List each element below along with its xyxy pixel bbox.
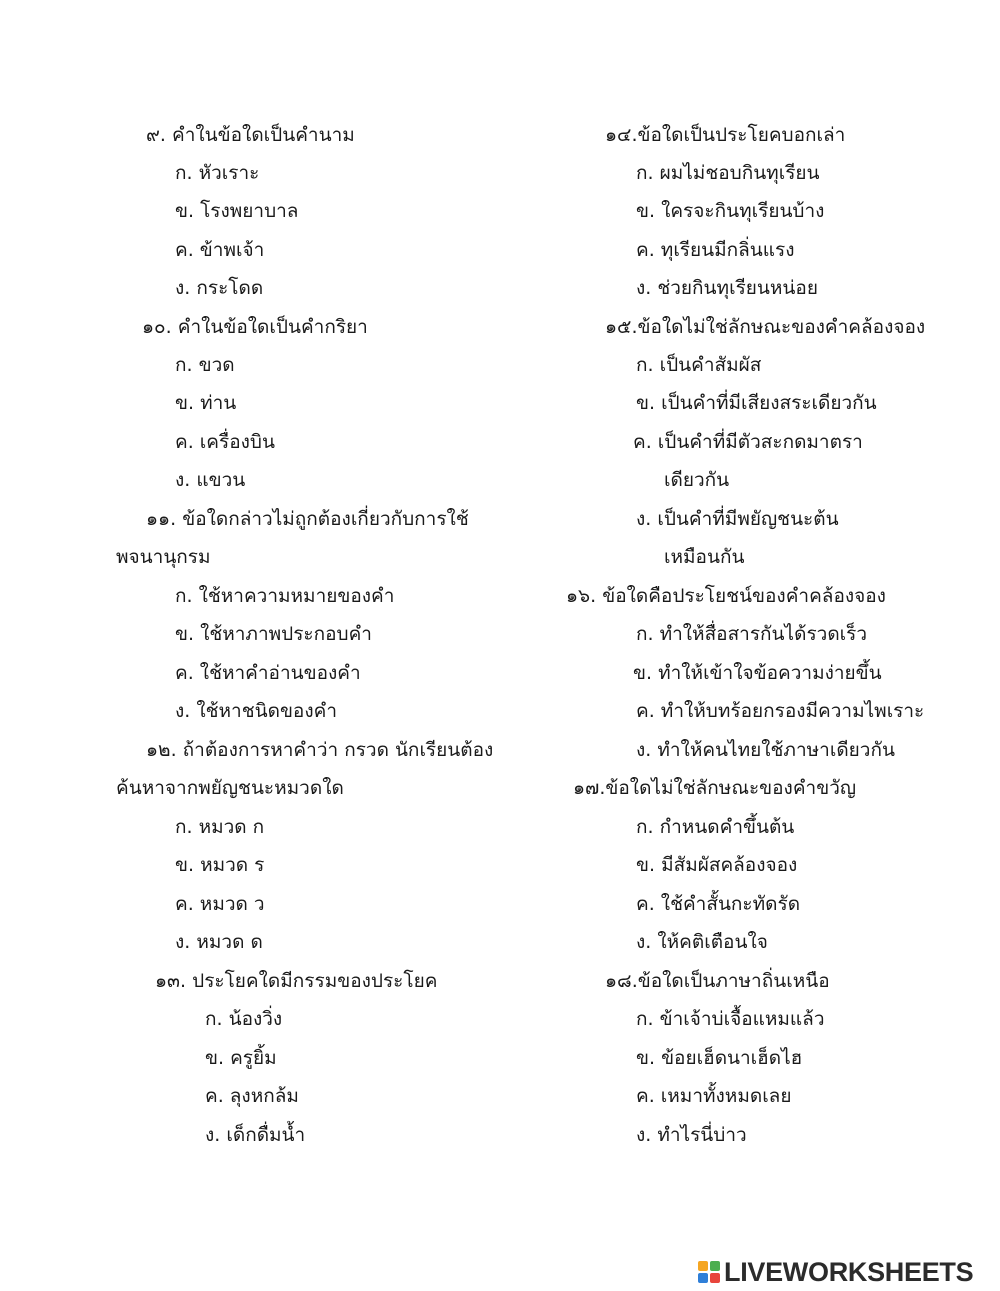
question-text: ๑๕.ข้อใดไม่ใช่ลักษณะของคำคล้องจอง	[605, 316, 926, 338]
liveworksheets-brand[interactable]	[698, 1254, 973, 1290]
answer-option: ข. ใช้หาภาพประกอบคำ	[175, 623, 372, 645]
answer-option: ง. เป็นคำที่มีพยัญชนะต้น	[636, 508, 839, 530]
question-text: ๑๔.ข้อใดเป็นประโยคบอกเล่า	[605, 124, 846, 146]
question-text: ๑๗.ข้อใดไม่ใช่ลักษณะของคำขวัญ	[573, 777, 857, 799]
answer-option: ข. เป็นคำที่มีเสียงสระเดียวกัน	[636, 392, 877, 414]
answer-option: ข. ข้อยเฮ็ดนาเฮ็ดไฮ	[636, 1047, 803, 1069]
answer-option: ข. มีสัมผัสคล้องจอง	[636, 854, 798, 876]
answer-option: ก. ทำให้สื่อสารกันได้รวดเร็ว	[636, 623, 868, 645]
answer-option: ก. ขวด	[175, 354, 235, 376]
brand-name: LIVEWORKSHEETS	[724, 1256, 974, 1287]
question-text: ๑๒. ถ้าต้องการหาคำว่า กรวด นักเรียนต้อง	[146, 739, 494, 761]
answer-option: ง. ช่วยกินทุเรียนหน่อย	[636, 277, 818, 299]
answer-option: ง. ทำไรนี่บ่าว	[636, 1124, 747, 1146]
logo-tile-red	[710, 1273, 720, 1283]
answer-option: ง. เด็กดื่มน้ำ	[205, 1124, 306, 1146]
answer-option: ง. หมวด ด	[175, 931, 263, 953]
answer-option: ก. หัวเราะ	[175, 162, 260, 184]
answer-option: ก. ใช้หาความหมายของคำ	[175, 585, 395, 607]
answer-option: ค. เป็นคำที่มีตัวสะกดมาตรา	[633, 431, 863, 453]
answer-option: ก. หมวด ก	[175, 816, 265, 838]
answer-option: ค. เครื่องบิน	[175, 431, 275, 453]
question-text: ๑๓. ประโยคใดมีกรรมของประโยค	[155, 970, 438, 992]
answer-option: ก. น้องวิ่ง	[205, 1008, 283, 1030]
answer-option: ก. ข้าเจ้าบ่เจื้อแหมแล้ว	[636, 1008, 825, 1030]
answer-option: ค. หมวด ว	[175, 893, 265, 915]
question-text: ๑๑. ข้อใดกล่าวไม่ถูกต้องเกี่ยวกับการใช้	[146, 508, 469, 530]
answer-option: ค. เหมาทั้งหมดเลย	[636, 1085, 792, 1107]
answer-option: ข. หมวด ร	[175, 854, 265, 876]
liveworksheets-logo-icon	[698, 1261, 720, 1283]
answer-option: ก. กำหนดคำขึ้นต้น	[636, 816, 795, 838]
question-text-continued: พจนานุกรม	[116, 546, 211, 568]
logo-tile-blue	[698, 1273, 708, 1283]
answer-option: ข. ทำให้เข้าใจข้อความง่ายขึ้น	[633, 662, 882, 684]
question-text-continued: ค้นหาจากพยัญชนะหมวดใด	[116, 777, 344, 799]
answer-option: ค. ใช้หาคำอ่านของคำ	[175, 662, 361, 684]
answer-option: ข. โรงพยาบาล	[175, 200, 299, 222]
answer-option: ค. ทำให้บทร้อยกรองมีความไพเราะ	[636, 700, 925, 722]
answer-option: ค. ลุงหกล้ม	[205, 1085, 299, 1107]
answer-option: ข. ใครจะกินทุเรียนบ้าง	[636, 200, 825, 222]
answer-option: ง. ทำให้คนไทยใช้ภาษาเดียวกัน	[636, 739, 895, 761]
logo-tile-green	[710, 1261, 720, 1271]
answer-option: ก. ผมไม่ชอบกินทุเรียน	[636, 162, 820, 184]
question-text: ๙. คำในข้อใดเป็นคำนาม	[146, 124, 355, 146]
answer-option: ง. ให้คติเตือนใจ	[636, 931, 768, 953]
answer-option: ค. ใช้คำสั้นกะทัดรัด	[636, 893, 801, 915]
question-text-continued: เหมือนกัน	[664, 546, 745, 568]
question-text: ๑๖. ข้อใดคือประโยชน์ของคำคล้องจอง	[566, 585, 886, 607]
question-text-continued: เดียวกัน	[664, 469, 730, 491]
answer-option: ง. ใช้หาชนิดของคำ	[175, 700, 338, 722]
answer-option: ข. ครูยิ้ม	[205, 1047, 277, 1069]
question-text: ๑๐. คำในข้อใดเป็นคำกริยา	[142, 316, 368, 338]
answer-option: ค. ทุเรียนมีกลิ่นแรง	[636, 239, 795, 261]
answer-option: ค. ข้าพเจ้า	[175, 239, 265, 261]
answer-option: ข. ท่าน	[175, 392, 237, 414]
logo-tile-orange	[698, 1261, 708, 1271]
answer-option: ง. แขวน	[175, 469, 246, 491]
answer-option: ก. เป็นคำสัมผัส	[636, 354, 762, 376]
answer-option: ง. กระโดด	[175, 277, 264, 299]
question-text: ๑๘.ข้อใดเป็นภาษาถิ่นเหนือ	[605, 970, 830, 992]
